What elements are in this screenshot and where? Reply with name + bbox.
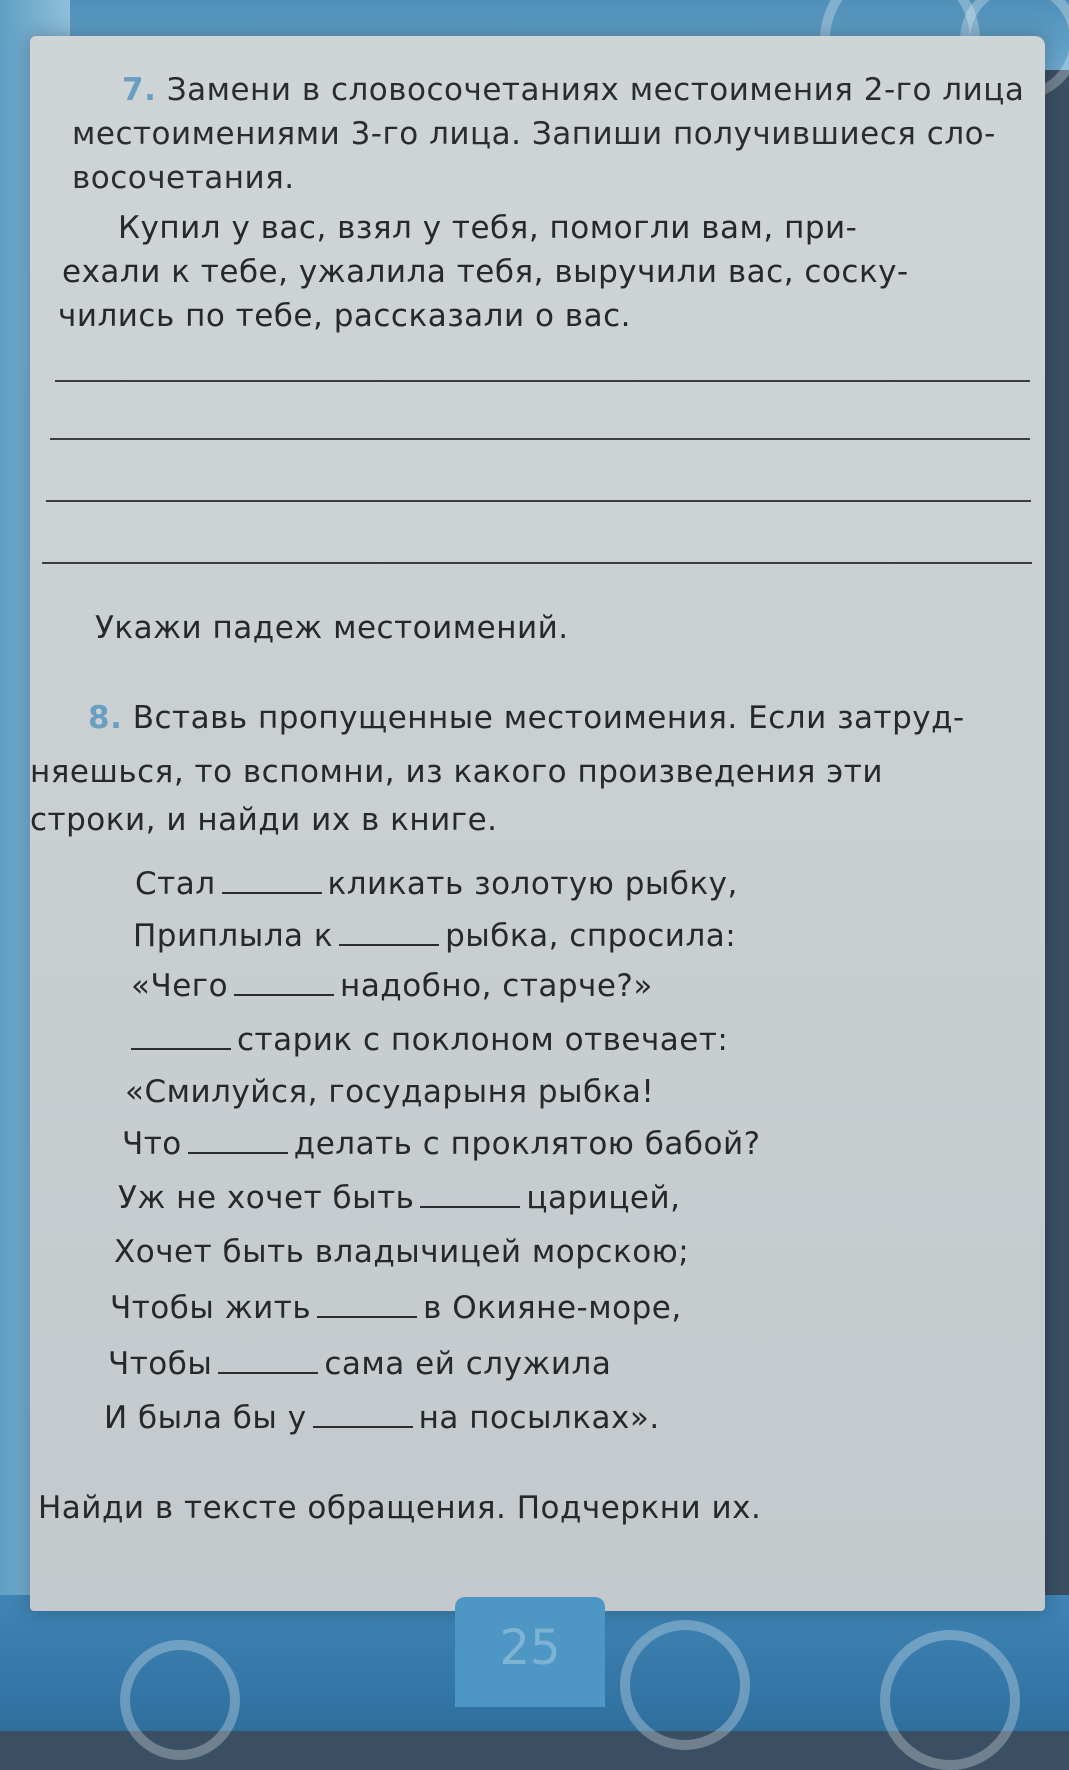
task7-text-line-1: Купил у вас, взял у тебя, помогли вам, при- [118, 210, 858, 246]
poem-line: Что делать с проклятою бабой? [122, 1126, 761, 1162]
fill-blank[interactable] [234, 976, 334, 996]
fill-blank[interactable] [420, 1188, 520, 1208]
poem-line: Чтобы жить в Окияне-море, [110, 1290, 682, 1326]
task8-number: 8. [88, 700, 123, 736]
poem-line: Стал кликать золотую рыбку, [135, 866, 738, 902]
fill-blank[interactable] [218, 1354, 318, 1374]
answer-line[interactable] [42, 562, 1032, 564]
fill-blank[interactable] [222, 874, 322, 894]
task7-instruction-line-2: местоимениями 3-го лица. Запиши получившиеся сло- [72, 116, 996, 152]
poem-line: Уж не хочет быть царицей, [118, 1180, 681, 1216]
task7-text-line-2: ехали к тебе, ужалила тебя, выручили вас, соску- [62, 254, 909, 290]
answer-line[interactable] [55, 380, 1030, 382]
fill-blank[interactable] [188, 1134, 288, 1154]
answer-line[interactable] [46, 500, 1031, 502]
decorative-swirl [880, 1630, 1020, 1770]
fill-blank[interactable] [131, 1030, 231, 1050]
task7-footer: Укажи падеж местоимений. [95, 610, 569, 646]
task8-instruction-line-3: строки, и найди их в книге. [30, 802, 498, 838]
task7-instruction-line-3: восочетания. [72, 160, 295, 196]
task8-instruction-line-1: 8. Вставь пропущенные местоимения. Если затруд- [88, 700, 965, 736]
page-number: 25 [499, 1620, 561, 1676]
fill-blank[interactable] [339, 926, 439, 946]
fill-blank[interactable] [317, 1298, 417, 1318]
poem-line: «Смилуйся, государыня рыбка! [125, 1074, 655, 1110]
fill-blank[interactable] [313, 1408, 413, 1428]
decorative-swirl [120, 1640, 240, 1760]
poem-line: старик с поклоном отвечает: [125, 1022, 728, 1058]
poem-line: Чтобы сама ей служила [108, 1346, 612, 1382]
poem-line: Приплыла к рыбка, спросила: [133, 918, 737, 954]
task7-instruction-line-1: 7. Замени в словосочетаниях местоимения 2-го лица [122, 72, 1025, 108]
task8-instruction-line-2: няешься, то вспомни, из какого произведения эти [30, 754, 883, 790]
task7-text-line-3: чились по тебе, рассказали о вас. [58, 298, 631, 334]
poem-line: «Чего надобно, старче?» [131, 968, 653, 1004]
task8-footer: Найди в тексте обращения. Подчеркни их. [38, 1490, 762, 1526]
task7-number: 7. [122, 72, 157, 108]
poem-line: Хочет быть владычицей морскою; [114, 1234, 690, 1270]
poem-line: И была бы у на посылках». [104, 1400, 660, 1436]
answer-line[interactable] [50, 438, 1030, 440]
